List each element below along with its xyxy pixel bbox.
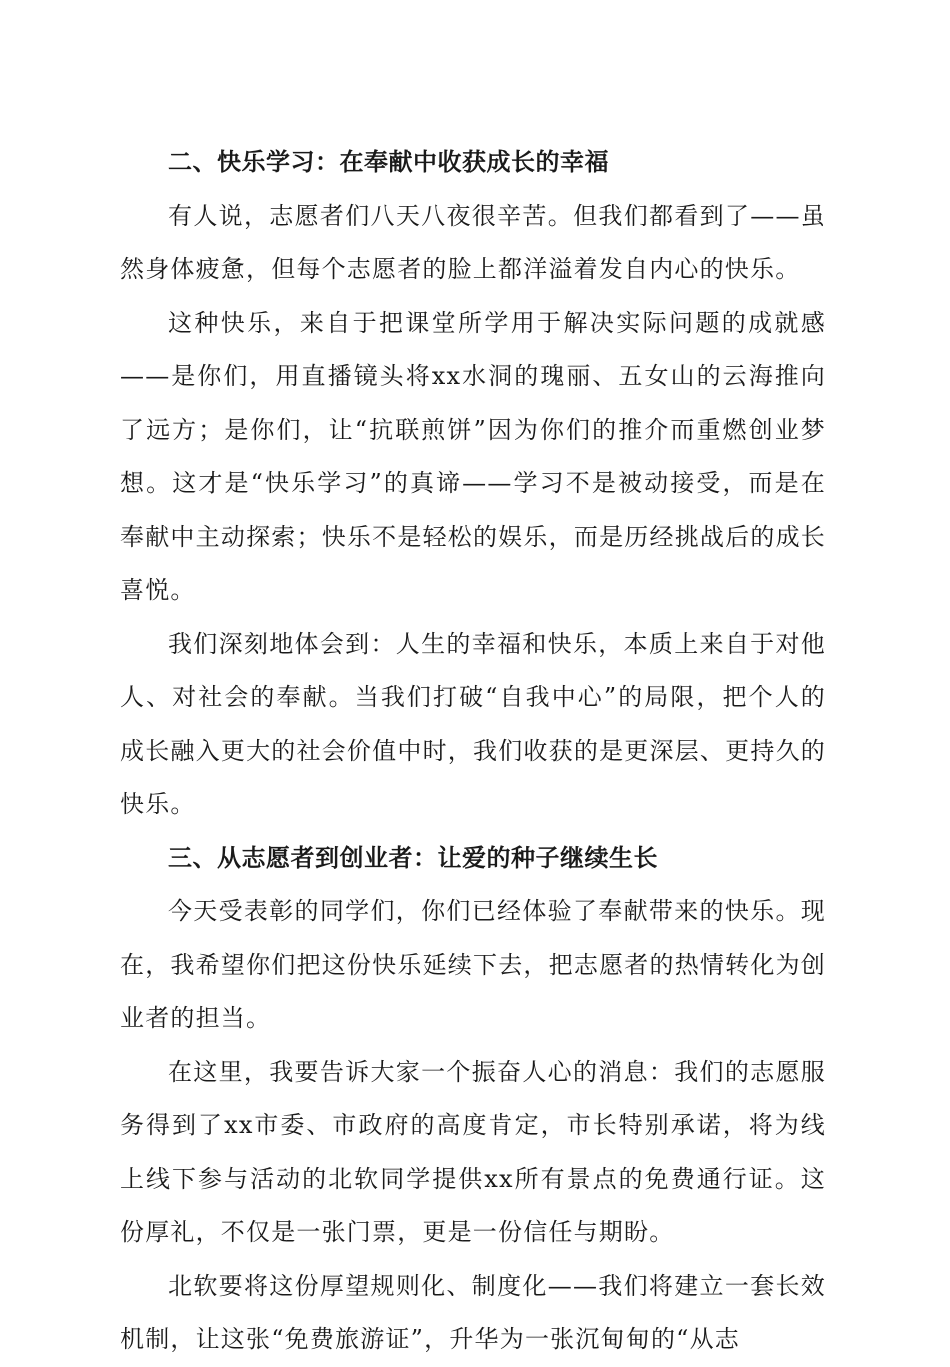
paragraph: 在这里，我要告诉大家一个振奋人心的消息：我们的志愿服务得到了xx市委、市政府的高度肯定，市长特别承诺，将为线上线下参与活动的北软同学提供xx所有景点的免费通行证。这份厚礼，不仅是一张门票，更是一份信任与期盼。 xyxy=(120,1057,826,1246)
paragraph: 今天受表彰的同学们，你们已经体验了奉献带来的快乐。现在，我希望你们把这份快乐延续下去，把志愿者的热情转化为创业者的担当。 xyxy=(120,897,826,1032)
paragraph: 这种快乐，来自于把课堂所学用于解决实际问题的成就感——是你们，用直播镜头将xx水洞的瑰丽、五女山的云海推向了远方；是你们，让“抗联煎饼”因为你们的推介而重燃创业梦想。这才是“快乐学习”的真谛——学习不是被动接受，而是在奉献中主动探索；快乐不是轻松的娱乐，而是历经挑战后的成长喜悦。 xyxy=(120,308,826,604)
section-heading: 三、从志愿者到创业者：让爱的种子继续生长 xyxy=(168,843,658,872)
section-happy-learning xyxy=(120,136,826,832)
section-volunteer-to-entrepreneur xyxy=(120,832,826,1367)
document-page xyxy=(120,136,826,1367)
paragraph: 北软要将这份厚望规则化、制度化——我们将建立一套长效机制，让这张“免费旅游证”，升华为一张沉甸甸的“从志 xyxy=(120,1271,826,1353)
paragraph: 有人说，志愿者们八天八夜很辛苦。但我们都看到了——虽然身体疲惫，但每个志愿者的脸上都洋溢着发自内心的快乐。 xyxy=(120,201,826,283)
paragraph: 我们深刻地体会到：人生的幸福和快乐，本质上来自于对他人、对社会的奉献。当我们打破“自我中心”的局限，把个人的成长融入更大的社会价值中时，我们收获的是更深层、更持久的快乐。 xyxy=(120,629,826,818)
section-heading: 二、快乐学习：在奉献中收获成长的幸福 xyxy=(168,148,609,176)
